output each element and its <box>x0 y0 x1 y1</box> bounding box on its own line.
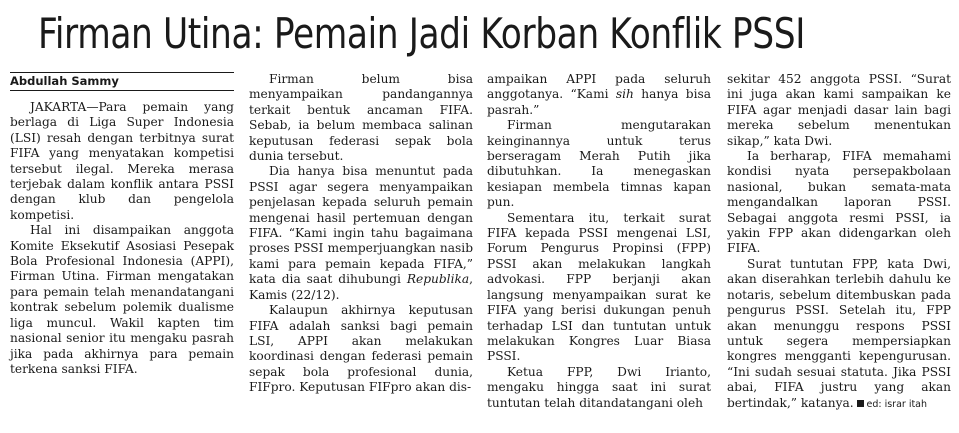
paragraph: Ia berharap, FIFA memahami kondisi nyata persepakbolaan nasional, bukan semata-mata mengandalkan laporan PSSI. Sebagai anggota resmi PSSI, ia yakin FPP akan didengarkan oleh FIFA. <box>727 149 951 256</box>
paragraph-text: Dia hanya bisa menuntut pada PSSI agar segera menyampaikan penjelasan kepada seluruh pemain mengenai hasil pertemuan dengan FIFA. “Kami ingin tahu bagaimana proses PSSI memperjuangkan nasib kami para pemain kepada FIFA,” kata dia saat dihubungi <box>249 164 473 287</box>
paragraph: Firman belum bisa menyampaikan pandangannya terkait bentuk ancaman FIFA. Sebab, ia belum membaca salinan keputusan federasi sepak bola dunia tersebut. <box>249 72 473 164</box>
column-1 <box>10 72 234 377</box>
paragraph-text: Surat tuntutan FPP, kata Dwi, akan diserahkan terlebih dahulu ke notaris, sebelum ditembuskan pada pengurus PSSI. Setelah itu, FPP akan menunggu respons PSSI untuk segera mempersiapkan kongres mengganti kepengurusan. “Ini sudah sesuai statuta. Jika PSSI abai, FIFA justru yang akan bertindak,” katanya. <box>727 256 951 410</box>
paragraph-continued: sekitar 452 anggota PSSI. “Surat ini juga akan kami sampaikan ke FIFA agar menjadi dasar lain bagi mereka sebelum menentukan sikap,” kata Dwi. <box>727 72 951 148</box>
paragraph: JAKARTA—Para pemain yang berlaga di Liga Super Indonesia (LSI) resah dengan terbitnya surat FIFA yang menyatakan kompetisi tersebut ilegal. Mereka merasa terjebak dalam konflik antara PSSI dengan klub dan pengelola kompetisi. <box>10 100 234 222</box>
paragraph-text: ampaikan APPI pada seluruh anggotanya. “Kami <box>487 72 711 102</box>
column-4 <box>727 72 951 412</box>
paragraph: Kalaupun akhirnya keputusan FIFA adalah sanksi bagi pemain LSI, APPI akan melakukan koordinasi dengan federasi pemain sepak bola profesional dunia, FIFpro. Keputusan FIFpro akan dis- <box>249 303 473 395</box>
editor-credit: ed: israr itah <box>866 398 928 410</box>
article-body <box>0 72 959 433</box>
paragraph: Ketua FPP, Dwi Irianto, mengaku hingga saat ini surat tuntutan telah ditandatangani oleh <box>487 364 711 410</box>
paragraph <box>249 164 473 303</box>
paragraph: Hal ini disampaikan anggota Komite Eksekutif Asosiasi Pesepak Bola Profesional Indonesia (APPI), Firman Utina. Firman mengatakan para pemain telah menandatangani kontrak sebelum polemik dualisme liga muncul. Wakil kapten tim nasional senior itu mengaku pasrah jika pada akhirnya para pemain terkena sanksi FIFA. <box>10 223 234 376</box>
emphasis: sih <box>615 87 634 102</box>
byline: Abdullah Sammy <box>10 72 234 91</box>
headline: Firman Utina: Pemain Jadi Korban Konflik PSSI <box>38 9 805 58</box>
paragraph-text: , Kamis (22/12). <box>249 272 473 302</box>
column-3 <box>487 72 711 411</box>
paragraph: Sementara itu, terkait surat FIFA kepada PSSI mengenai LSI, Forum Pengurus Propinsi (FPP) PSSI akan melakukan langkah advokasi. FPP berjanji akan langsung menyampaikan surat ke FIFA yang berisi dukungan penuh terhadap LSI dan tuntutan untuk melakukan Kongres Luar Biasa PSSI. <box>487 210 711 364</box>
paragraph-text: hanya bisa pasrah.” <box>487 87 711 117</box>
column-2 <box>249 72 473 396</box>
paragraph-continued <box>487 72 711 118</box>
paragraph <box>727 257 951 412</box>
paragraph: Firman mengutarakan keinginannya untuk terus berseragam Merah Putih jika dibutuhkan. Ia menegaskan kesiapan membela timnas kapan pun. <box>487 118 711 210</box>
end-mark-icon <box>857 400 864 407</box>
publication-name: Republika <box>406 272 470 287</box>
